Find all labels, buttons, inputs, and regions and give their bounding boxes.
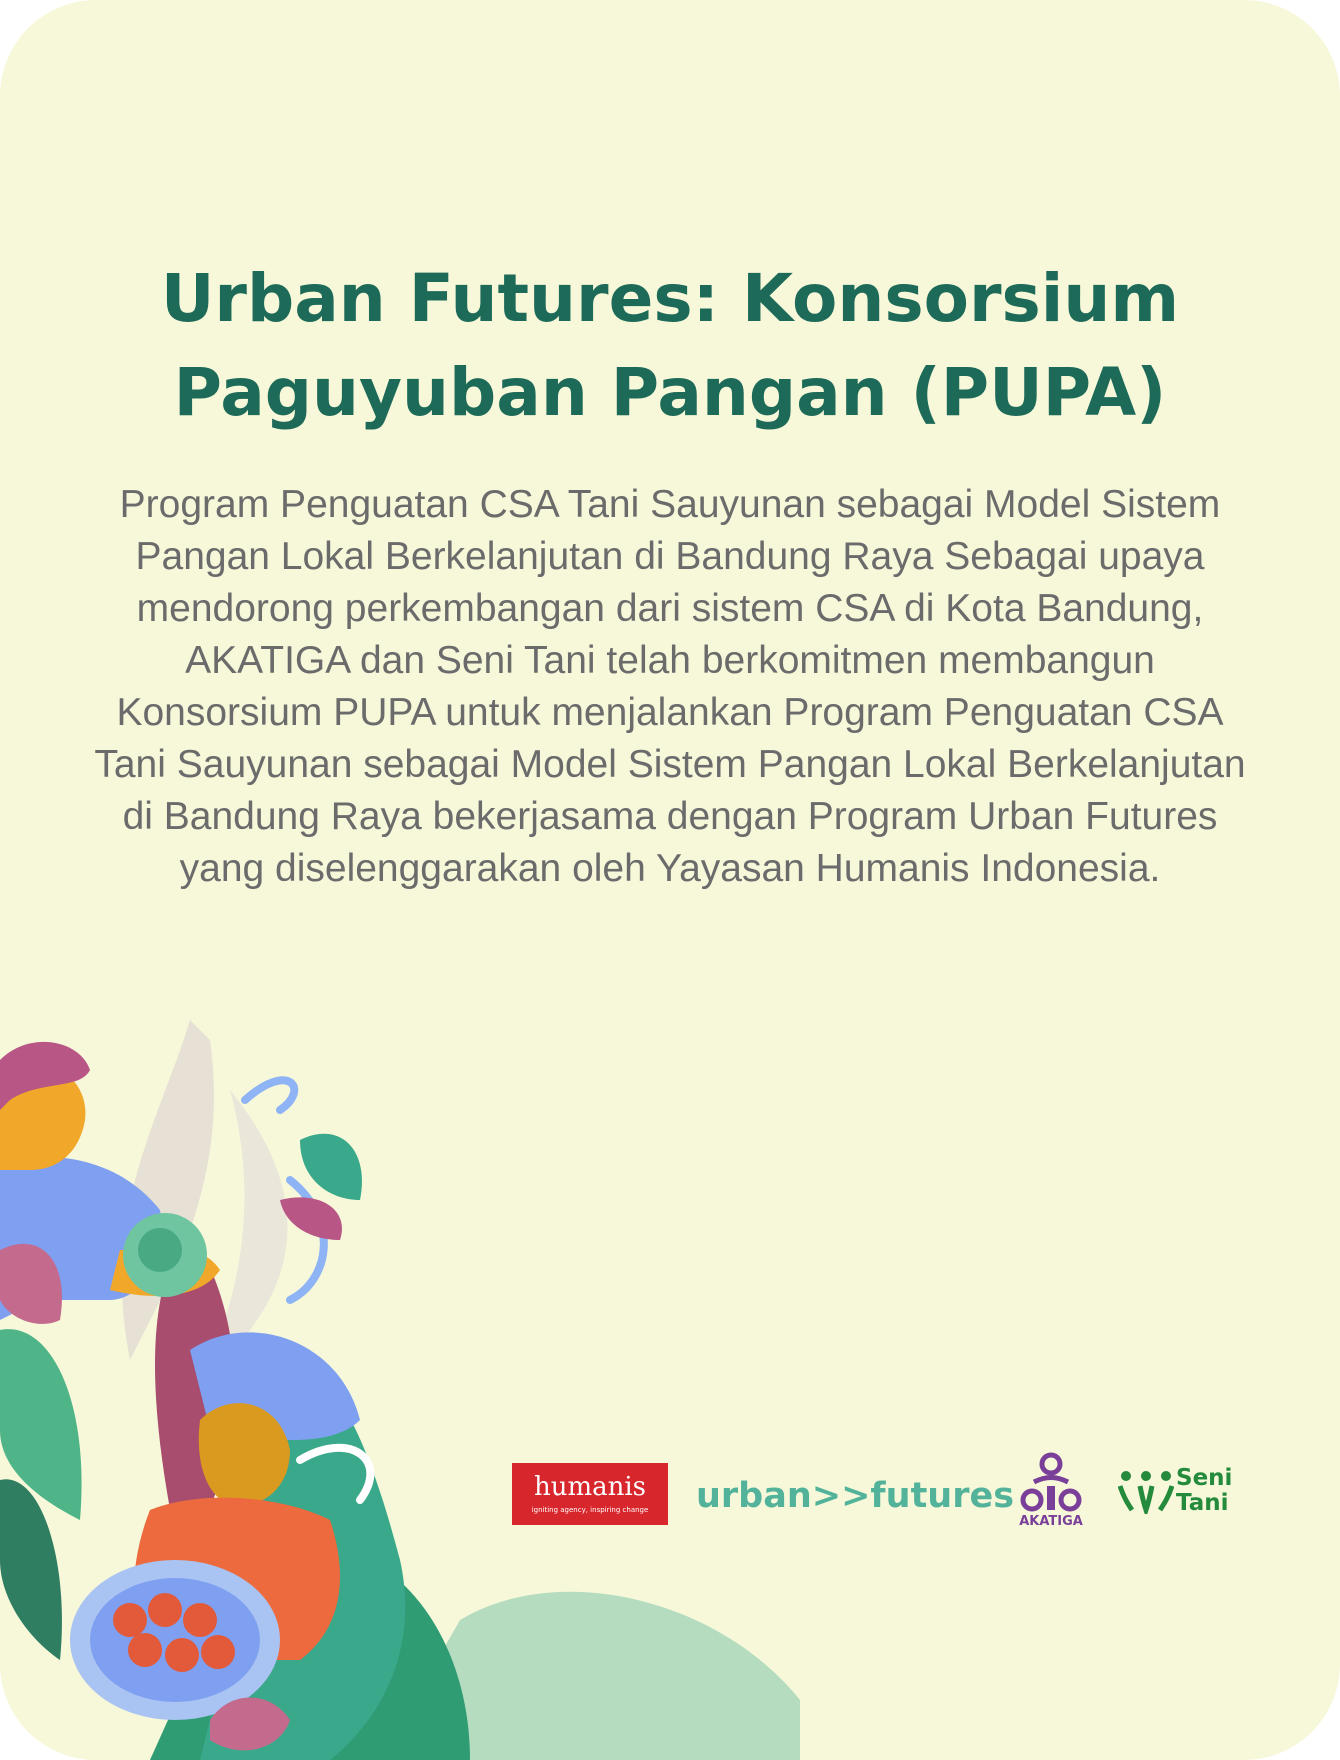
tomato-shape [113,1603,147,1637]
tomato-shape [201,1635,235,1669]
seni-tani-line-1: Seni [1176,1465,1233,1491]
humanis-logo [512,1463,668,1525]
title-line-1: Urban Futures: Konsorsium [160,260,1180,338]
humanis-tagline: igniting agency, inspiring change [531,1506,649,1514]
program-description: Program Penguatan CSA Tani Sauyunan sebagai Model Sistem Pangan Lokal Berkelanjutan di Bandung Raya Sebagai upaya mendorong perkembangan dari sistem CSA di Kota Bandung, AKATIGA dan Seni Tani telah berkomitmen membangun Konsorsium PUPA untuk menjalankan Program Penguatan CSA Tani Sauyunan sebagai Model Sistem Pangan Lokal Berkelanjutan di Bandung Raya bekerjasama dengan Program Urban Futures yang diselenggarakan oleh Yayasan Humanis Indonesia. [94,483,1246,890]
akatiga-logo-text: AKATIGA [1019,1514,1083,1529]
humanis-logo-text: humanis [533,1472,647,1502]
title-line-2: Paguyuban Pangan (PUPA) [173,354,1167,432]
urban-futures-logo: urban>>futures [696,1476,1015,1516]
right-leaf-shape [300,1134,362,1200]
seni-tani-logo-text [1176,1466,1246,1516]
right-leaf-pink [280,1197,342,1240]
curl-line [245,1080,294,1110]
left-leaf-dark [0,1479,62,1660]
page-title [0,252,1340,440]
seni-tani-logo-icon [1118,1470,1174,1514]
cabbage-shape-inner [138,1228,182,1272]
tomato-shape [165,1638,199,1672]
seni-tani-line-2: Tani [1176,1490,1229,1516]
farmers-illustration [0,1000,800,1760]
tomato-shape [183,1603,217,1637]
tomato-shape [128,1633,162,1667]
tomato-shape [148,1593,182,1627]
